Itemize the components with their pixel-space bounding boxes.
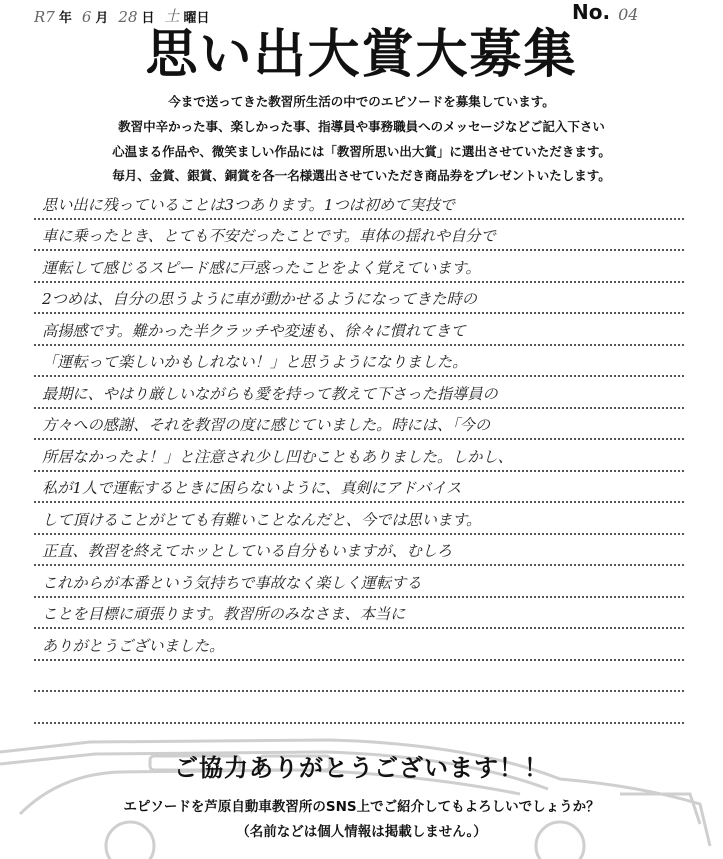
handwritten-text	[34, 687, 42, 690]
page-title: 思い出大賞大募集	[145, 25, 578, 85]
handwritten-text: 所居なかったよ！」と注意され少し凹むこともありました。しかし、	[42, 447, 513, 466]
writing-line	[34, 440, 684, 472]
entry-number-handwritten: 04	[618, 5, 639, 24]
month-label: 月	[95, 11, 109, 26]
day-label: 日	[141, 11, 155, 26]
writing-line	[34, 251, 684, 283]
handwritten-text: ありがとうございました。	[42, 636, 225, 655]
writing-line	[34, 629, 684, 661]
handwritten-text: これからが本番という気持ちで事故なく楽しく運転する	[42, 573, 422, 592]
handwritten-episode	[34, 188, 684, 724]
writing-line	[34, 598, 684, 630]
writing-line	[34, 661, 684, 693]
year-label: 年	[58, 11, 72, 26]
handwritten-text: 方々への感謝、それを教習の度に感じていました。時には、「今の	[42, 416, 491, 434]
intro-line-3: 心温まる作品や、微笑ましい作品には「教習所思い出大賞」に選出させていただきます。	[112, 144, 611, 159]
handwritten-text: して頂けることがとても有難いことなんだと、今では思います。	[42, 510, 482, 529]
writing-line	[34, 283, 684, 315]
handwritten-text: 2つめは、自分の思うように車が動かせるようになってきた時の	[42, 290, 477, 308]
handwritten-text: 私が1人で運転するときに困らないように、真剣にアドバイス	[42, 479, 462, 497]
writing-line	[34, 566, 684, 598]
sns-consent-question: エピソードを芦原自動車教習所のSNS上でご紹介してもよろしいでしょうか？	[123, 799, 600, 815]
day-handwritten: 28	[118, 8, 138, 26]
entry-number-label: No.	[572, 0, 611, 24]
month-handwritten: 6	[81, 8, 92, 26]
weekday-label: 曜日	[183, 11, 210, 26]
writing-line	[34, 188, 684, 220]
handwritten-text: 「運転って楽しいかもしれない！」と思うようになりました。	[42, 353, 468, 371]
writing-line	[34, 472, 684, 504]
handwritten-text: ことを目標に頑張ります。教習所のみなさま、本当に	[42, 605, 406, 623]
writing-line	[34, 409, 684, 441]
intro-line-2: 教習中辛かった事、楽しかった事、指導員や事務職員へのメッセージなどご記入下さい	[118, 119, 605, 134]
era-handwritten: R7	[34, 8, 55, 26]
handwritten-text: 思い出に残っていることは3つあります。1つは初めて実技で	[42, 195, 455, 214]
intro-line-4: 毎月、金賞、銀賞、銅賞を各一名様選出させていただき商品券をプレゼントいたします。	[112, 168, 611, 183]
writing-line	[34, 314, 684, 346]
writing-line	[34, 220, 684, 252]
handwritten-text: 車に乗ったとき、とても不安だったことです。車体の揺れや自分で	[42, 227, 496, 245]
privacy-note: （名前などは個人情報は掲載しません。）	[236, 824, 487, 840]
handwritten-text: 運転して感じるスピード感に戸惑ったことをよく覚えています。	[42, 258, 481, 277]
weekday-handwritten: 土	[164, 7, 180, 25]
handwritten-text	[34, 719, 42, 722]
writing-line	[34, 503, 684, 535]
writing-line	[34, 377, 684, 409]
handwritten-text: 高揚感です。難かった半クラッチや変速も、徐々に慣れてきて	[42, 321, 466, 340]
handwritten-text: 正直、教習を終えてホッとしている自分もいますが、むしろ	[42, 542, 453, 560]
writing-line	[34, 535, 684, 567]
writing-line	[34, 346, 684, 378]
intro-line-1: 今まで送ってきた教習所生活の中でのエピソードを募集しています。	[168, 94, 555, 109]
handwritten-text: 最期に、やはり厳しいながらも愛を持って教えて下さった指導員の	[42, 384, 498, 403]
writing-line	[34, 692, 684, 724]
thanks-heading: ご協力ありがとうございます！！	[174, 754, 549, 782]
